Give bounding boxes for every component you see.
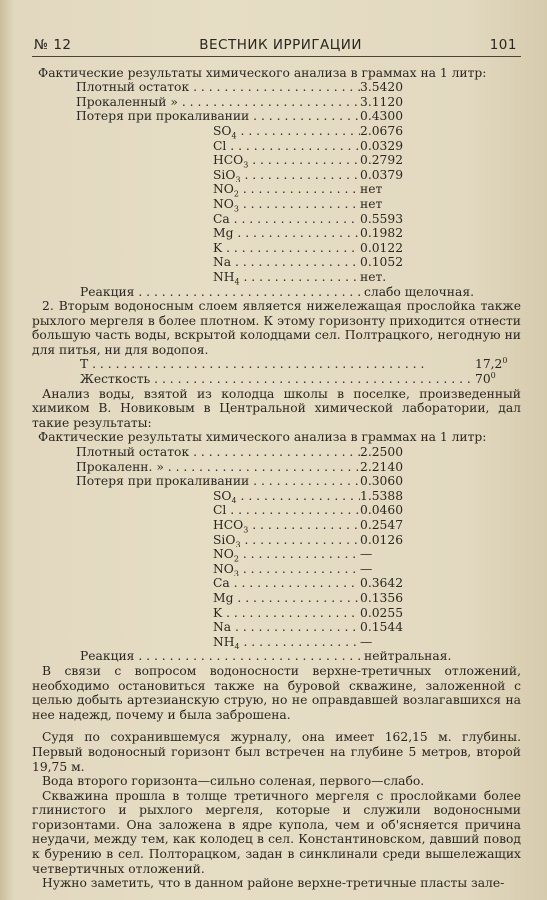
table-heading: Фактические результаты химического анализа в граммах на 1 литр: [38, 65, 487, 80]
row-label: Реакция . . . [32, 649, 364, 664]
row-value: — [360, 561, 373, 576]
row-label: Прокаленный » . . . [32, 95, 360, 110]
table-row [32, 372, 521, 387]
row-label: Т . . . [32, 357, 475, 372]
row-value: 0.1544 [360, 620, 404, 635]
row-label: Mg . . . [32, 591, 360, 606]
table-row [32, 503, 521, 518]
row-label: Ca . . . [32, 212, 360, 227]
row-label: Mg . . . [32, 226, 360, 241]
row-value: слабо щелочная. [364, 284, 474, 299]
row-label: Прокаленн. » . . . [32, 460, 360, 475]
table-row [32, 460, 521, 475]
row-value: нет. [360, 269, 387, 284]
row-value: 0.0460 [360, 503, 404, 518]
row-label: $NH_4$ . . . [32, 635, 360, 650]
paragraph: 2. Вторым водоносным слоем является нижележащая прослойка также рыхлого мергеля в более плотном. К этому горизонту приходится отнести большую часть воды, вскрытой колодцами сел. Полтрацкого, негодную ни для питья, ни для водопоя. [32, 299, 521, 357]
issue-number: № 12 [34, 37, 72, 53]
row-value: 0.5593 [360, 211, 404, 226]
table-row [32, 139, 521, 154]
table-row [32, 635, 521, 650]
row-value: нет [360, 182, 383, 197]
table-row [32, 518, 521, 533]
row-value: 0.2547 [360, 518, 404, 532]
row-label: $NO_3$ . . . [32, 562, 360, 577]
row-label: $NO_3$ . . . [32, 197, 360, 212]
paragraph: Скважина прошла в толще третичного мергеля с прослойками более глинистого и рыхлого мергеля, которые и служили водоносными горизонтами. Она заложена в ядре купола, чем и об'ясняется причина неудачи, между тем, как колодец в сел. Константиновском, давший повод к бурению в сел. Полторацком, задан в синклинали среди вышележащих четвертичных отложений. [32, 788, 521, 876]
row-label: $HCO_3$ . . . [32, 518, 360, 533]
table-row [32, 182, 521, 197]
table-row [32, 649, 521, 664]
row-label: $NO_2$ . . . [32, 182, 360, 197]
row-value: 0.1356 [360, 590, 404, 605]
row-value: 0.2792 [360, 153, 404, 168]
row-value: 3.5420 [360, 80, 404, 95]
row-value: 2.0676 [360, 123, 404, 138]
paragraph: В связи с вопросом водоносности верхне-третичных отложений, необходимо остановиться также на буровой скважине, заложенной с целью добыть артезианскую струю, но не оправдавшей возлагавшихся на нее надежд, почему и была заброшена. [32, 663, 521, 722]
table-row [32, 197, 521, 212]
row-value: нет [360, 196, 383, 211]
table-heading: Фактические результаты химического анализа в граммах на 1 литр: [38, 430, 487, 445]
table-row [32, 591, 521, 606]
table-row [32, 606, 521, 621]
row-value: 0.0329 [360, 138, 404, 153]
table-row [32, 153, 521, 168]
analysis-table-1 [32, 66, 521, 300]
table-row [32, 547, 521, 562]
row-label: $HCO_3$ . . . [32, 153, 360, 168]
analysis-table-2 [32, 430, 521, 664]
row-label: SiO$_3$ . . . [32, 168, 360, 183]
row-value: 0.0122 [360, 240, 404, 255]
row-label: $NO_2$ . . . [32, 547, 360, 562]
row-value: 0.0255 [360, 605, 404, 620]
row-value: 0.0379 [360, 167, 404, 182]
row-value: $70^0$ [475, 370, 496, 387]
row-value: 0.1052 [360, 255, 404, 270]
row-label: Плотный остаток . . . [32, 80, 360, 95]
row-label: K . . . [32, 241, 360, 256]
row-value: — [360, 634, 373, 649]
table-row [32, 489, 521, 504]
table-row [32, 285, 521, 300]
row-label: Потеря при прокаливании . . . [32, 474, 360, 489]
table-row [32, 445, 521, 460]
paragraph: Анализ воды, взятой из колодца школы в поселке, произведенный химиком В. Новиковым в Центральной химической лаборатории, дал такие результаты: [32, 386, 521, 430]
table-row [32, 80, 521, 95]
row-label: $SO_4$ . . . [32, 124, 360, 139]
table-row [32, 474, 521, 489]
row-value: 2.2140 [360, 459, 404, 474]
row-label: K . . . [32, 606, 360, 621]
row-value: 1.5388 [360, 488, 404, 503]
journal-title: ВЕСТНИК ИРРИГАЦИИ [199, 37, 362, 53]
table-row [32, 226, 521, 241]
row-value: 0.1982 [360, 226, 404, 241]
page-number: 101 [489, 37, 517, 53]
table-row [32, 95, 521, 110]
paragraph: Вода второго горизонта—сильно соленая, первого—слабо. [42, 774, 425, 789]
row-label: Плотный остаток . . . [32, 445, 360, 460]
table-row [32, 212, 521, 227]
row-value: 0.0126 [360, 532, 404, 547]
row-label: $SO_4$ . . . [32, 489, 360, 504]
row-value: 2.2500 [360, 445, 404, 460]
row-label: Ca . . . [32, 576, 360, 591]
table-row [32, 168, 521, 183]
paragraph: Нужно заметить, что в данном районе верхне-третичные пласты зале- [42, 876, 505, 891]
row-value: 0.3060 [360, 474, 404, 489]
row-label: Na . . . [32, 620, 360, 635]
row-value: 0.4300 [360, 109, 404, 124]
row-label: Na . . . [32, 255, 360, 270]
paragraph: Судя по сохранившемуся журналу, она имеет 162,15 м. глубины. Первый водоносный горизонт был встречен на глубине 5 метров, второй 19,75 м. [32, 730, 521, 774]
table-row [32, 241, 521, 256]
row-value: 3.1120 [360, 94, 404, 109]
row-label: Реакция . . . [32, 285, 364, 300]
table-row [32, 620, 521, 635]
row-value: нейтральная. [364, 649, 452, 664]
table-row [32, 533, 521, 548]
table-row [32, 255, 521, 270]
table-row [32, 270, 521, 285]
table-row [32, 124, 521, 139]
row-label: $NH_4$ . . . [32, 270, 360, 285]
table-row [32, 576, 521, 591]
row-label: Cl . . . [32, 139, 360, 154]
row-value: 0.3642 [360, 576, 404, 591]
page-header [32, 30, 521, 57]
row-value: — [360, 547, 373, 562]
table-row [32, 357, 521, 372]
row-value: 17,2$^0$ [475, 356, 508, 372]
properties [32, 357, 521, 386]
row-label: SiO$_3$ . . . [32, 533, 360, 548]
row-label: Потеря при прокаливании . . . [32, 109, 360, 124]
table-row [32, 562, 521, 577]
row-label: Жесткость . . . [32, 372, 475, 387]
table-row [32, 109, 521, 124]
row-label: Cl . . . [32, 503, 360, 518]
